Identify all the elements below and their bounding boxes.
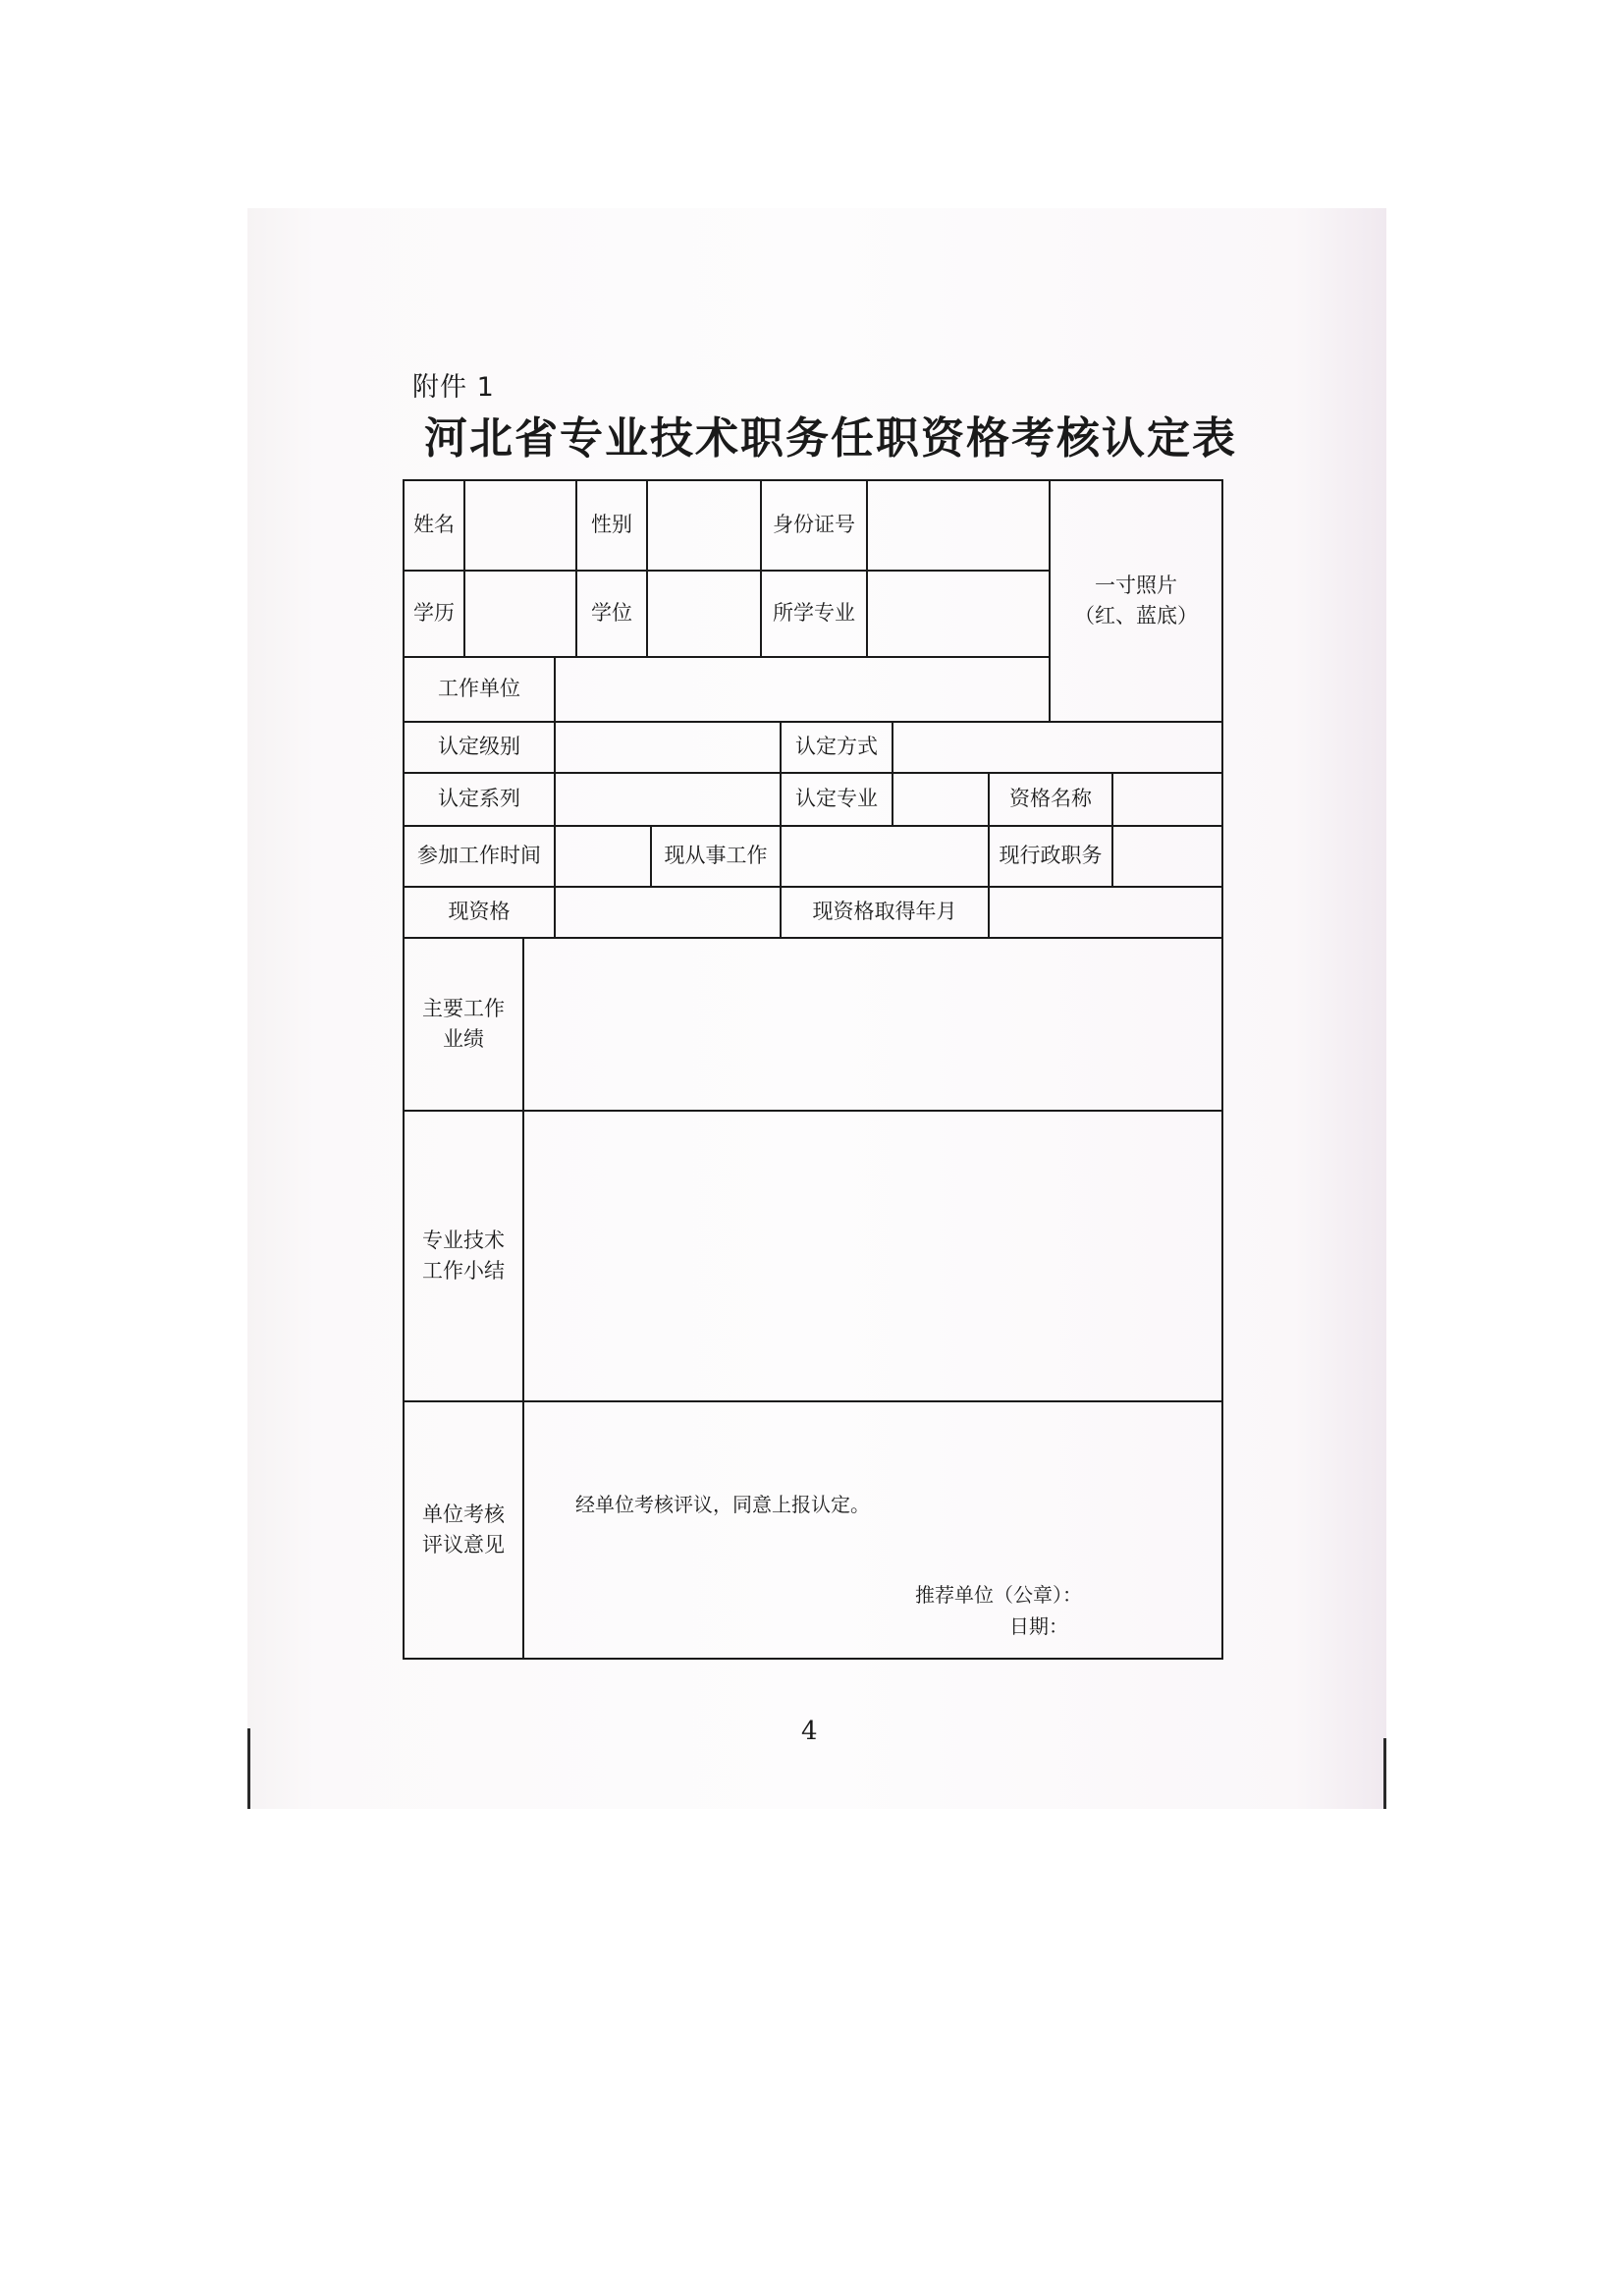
unit-opinion-line1: 单位考核 (422, 1502, 505, 1526)
work-start-time-field[interactable] (556, 827, 650, 886)
main-achievements-line1: 主要工作 (422, 996, 505, 1020)
cert-level-field[interactable] (556, 723, 780, 772)
unit-opinion-line2: 评议意见 (422, 1533, 505, 1557)
date-label: 日期： (1009, 1614, 1068, 1638)
major-label: 所学专业 (773, 601, 855, 626)
tech-summary-line1: 专业技术 (422, 1228, 505, 1252)
work-start-time-label: 参加工作时间 (417, 844, 541, 868)
form-title: 河北省专业技术职务任职资格考核认定表 (424, 413, 1237, 464)
gender-field[interactable] (648, 481, 760, 570)
cert-method-field[interactable] (893, 723, 1221, 772)
scan-edge-left (247, 1728, 250, 1809)
current-work-field[interactable] (782, 827, 988, 886)
opinion-statement: 经单位考核评议，同意上报认定。 (575, 1493, 870, 1516)
page-number: 4 (801, 1717, 818, 1746)
scan-edge-right (1383, 1738, 1386, 1809)
name-label: 姓名 (413, 513, 455, 537)
unit-opinion-label (405, 1402, 522, 1658)
current-admin-post-label: 现行政职务 (999, 844, 1103, 868)
cert-specialty-label: 认定专业 (795, 787, 878, 811)
degree-label: 学位 (591, 601, 632, 626)
current-qualification-field[interactable] (556, 888, 780, 937)
cert-method-label: 认定方式 (795, 735, 878, 759)
tech-summary-label (405, 1112, 522, 1400)
current-qualification-date-label: 现资格取得年月 (812, 900, 957, 924)
current-qualification-date-field[interactable] (990, 888, 1221, 937)
attachment-label: 附件 1 (412, 372, 495, 403)
cert-series-field[interactable] (556, 774, 780, 825)
main-achievements-line2: 业绩 (443, 1027, 484, 1051)
qualification-name-field[interactable] (1113, 774, 1221, 825)
photo-label-line2: （红、蓝底） (1074, 604, 1198, 628)
major-field[interactable] (868, 572, 1049, 656)
main-achievements-label (405, 939, 522, 1110)
id-number-field[interactable] (868, 481, 1049, 570)
current-admin-post-field[interactable] (1113, 827, 1221, 886)
work-unit-field[interactable] (556, 658, 1049, 721)
qualification-name-label: 资格名称 (1009, 787, 1092, 811)
current-work-label: 现从事工作 (664, 844, 768, 868)
id-number-label: 身份证号 (773, 513, 855, 537)
cert-series-label: 认定系列 (438, 787, 520, 811)
cert-specialty-field[interactable] (893, 774, 988, 825)
education-label: 学历 (413, 601, 455, 626)
tech-summary-line2: 工作小结 (422, 1259, 505, 1283)
unit-opinion-field[interactable] (524, 1402, 1221, 1658)
photo-label-line1: 一寸照片 (1095, 573, 1177, 597)
name-field[interactable] (465, 481, 575, 570)
current-qualification-label: 现资格 (448, 900, 511, 924)
main-achievements-field[interactable] (524, 939, 1221, 1110)
recommender-label: 推荐单位（公章）： (915, 1583, 1082, 1607)
tech-summary-field[interactable] (524, 1112, 1221, 1400)
degree-field[interactable] (648, 572, 760, 656)
photo-box[interactable] (1051, 481, 1221, 721)
work-unit-label: 工作单位 (438, 677, 520, 701)
gender-label: 性别 (591, 513, 632, 537)
education-field[interactable] (465, 572, 575, 656)
cert-level-label: 认定级别 (438, 735, 520, 759)
